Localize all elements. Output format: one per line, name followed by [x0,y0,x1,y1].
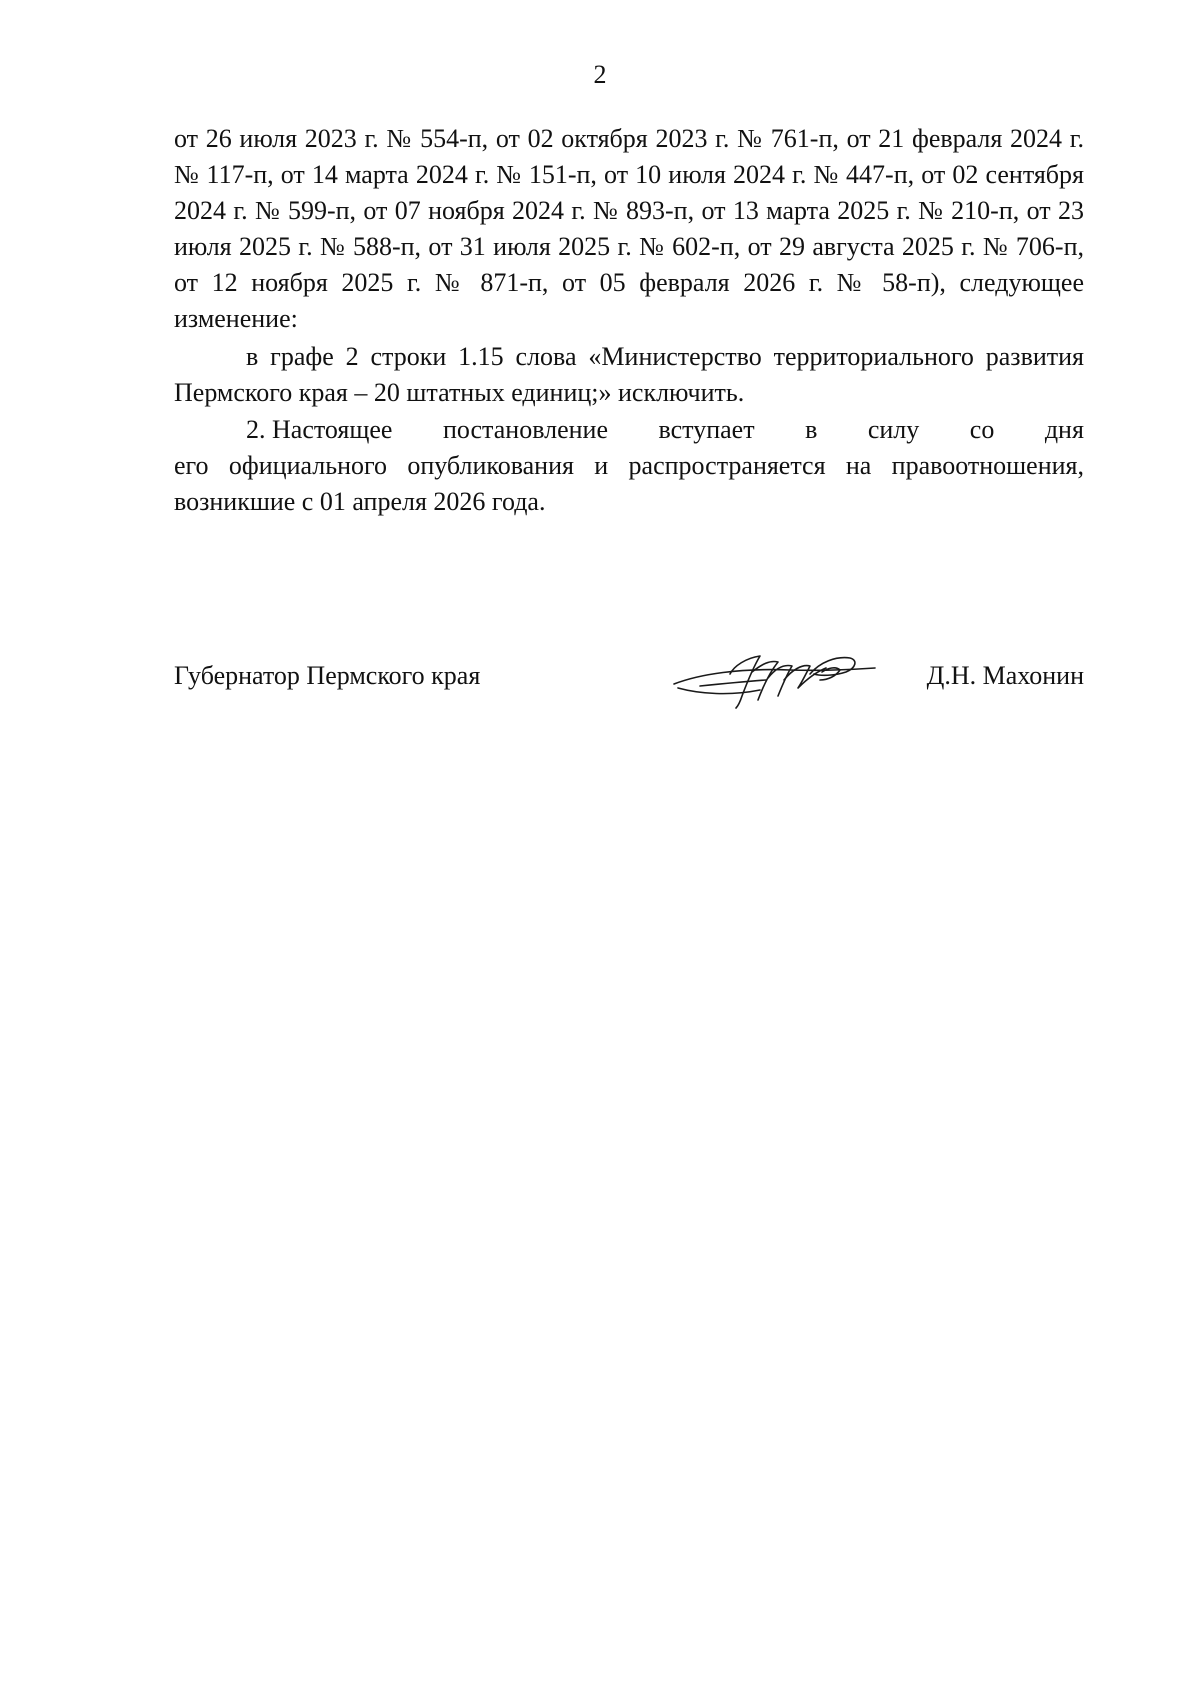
effect-word: вступает [658,415,755,444]
handwritten-signature [670,644,880,714]
page-number: 2 [593,60,607,89]
signatory-title: Губернатор Пермского края [174,661,481,690]
signatory-name: Д.Н. Махонин [926,661,1084,690]
paragraph-effect-first-line [174,412,1084,448]
effect-word: со [969,415,995,444]
effect-word: дня [1044,415,1084,444]
effect-word: в [805,415,818,444]
paragraph-continuation: от 26 июля 2023 г. № 554-п, от 02 октября 2023 г. № 761-п, от 21 февраля 2024 г. № 117-п, от 14 марта 2024 г. № 151-п, от 10 июля 2024 г. № 447-п, от 02 сентября 2024 г. № 599-п, от 07 ноября 2024 г. № 893-п, от 13 марта 2025 г. № 210-п, от 23 июля 2025 г. № 588-п, от 31 июля 2025 г. № 602-п, от 29 августа 2025 г. № 706-п, от 12 ноября 2025 г. № 871-п, от 05 февраля 2026 г. № 58-п), следующее изменение: [174,124,1084,333]
paragraph-effect-container [174,412,1084,520]
paragraph-effect-rest: его официального опубликования и распространяется на правоотношения, возникшие с 01 апреля 2026 года. [174,451,1084,516]
signature-block [174,652,1084,712]
effect-word: 2. Настоящее [246,415,393,444]
paragraph-change: в графе 2 строки 1.15 слова «Министерство территориального развития Пермского края – 20 штатных единиц;» исключить. [174,342,1084,407]
effect-word: постановление [442,415,609,444]
document-body [174,121,1084,337]
effect-word: силу [867,415,920,444]
paragraph-change-container [174,339,1084,411]
